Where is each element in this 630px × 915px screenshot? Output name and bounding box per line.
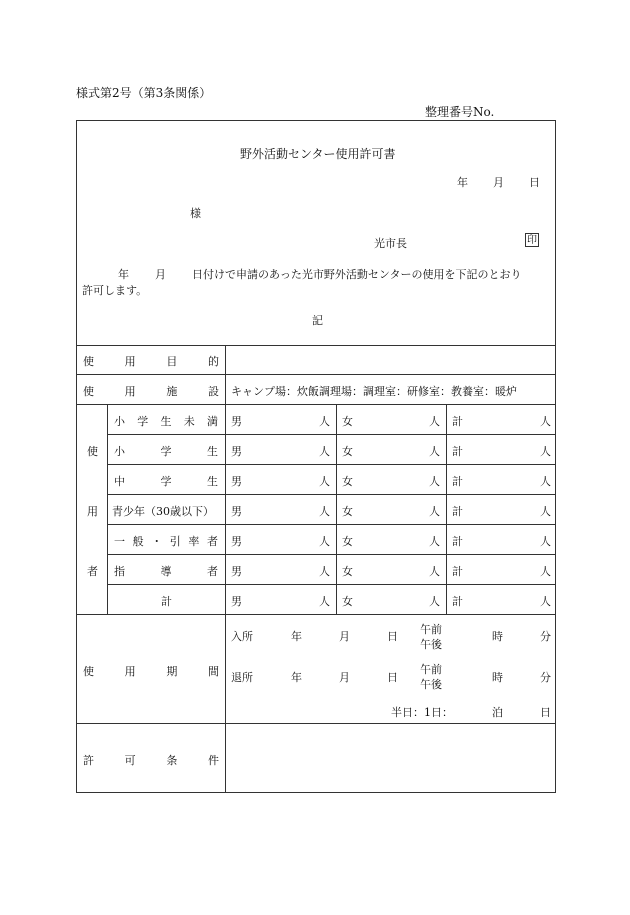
date-month: 月 — [493, 176, 504, 189]
gender-label-female: 女 — [342, 475, 353, 488]
person-unit: 人 — [429, 565, 440, 578]
rule — [107, 524, 556, 525]
gender-label-male: 男 — [231, 445, 242, 458]
body-text-line1: 日付けで申請のあった光市野外活動センターの使用を下記のとおり — [192, 268, 522, 281]
gender-label-female: 女 — [342, 565, 353, 578]
stay-days: 日 — [540, 706, 551, 719]
entry-label: 入所 — [231, 630, 253, 643]
person-unit: 人 — [429, 595, 440, 608]
user-row-label-under-elementary: 小 学 生 未 満 — [114, 415, 218, 428]
period-label: 使 用 期 間 — [83, 665, 219, 678]
person-unit: 人 — [319, 535, 330, 548]
person-unit: 人 — [429, 445, 440, 458]
rule — [76, 614, 556, 615]
person-unit: 人 — [429, 535, 440, 548]
date-year: 年 — [457, 176, 468, 189]
rule — [76, 404, 556, 405]
gender-label-male: 男 — [231, 535, 242, 548]
addressee-suffix: 様 — [190, 207, 201, 220]
body-year: 年 — [118, 268, 129, 281]
users-group-label-1: 使 — [87, 445, 98, 458]
user-row-label-elementary: 小 学 生 — [114, 445, 218, 458]
person-unit: 人 — [540, 565, 551, 578]
exit-day: 日 — [387, 671, 398, 684]
entry-minute: 分 — [540, 630, 551, 643]
ki-mark: 記 — [312, 314, 323, 327]
entry-month: 月 — [339, 630, 350, 643]
gender-label-total: 計 — [452, 505, 463, 518]
rule — [107, 554, 556, 555]
user-row-label-junior-high: 中 学 生 — [114, 475, 218, 488]
person-unit: 人 — [429, 475, 440, 488]
rule — [225, 345, 226, 793]
person-unit: 人 — [540, 535, 551, 548]
gender-label-total: 計 — [452, 445, 463, 458]
exit-label: 退所 — [231, 671, 253, 684]
entry-am: 午前 — [420, 623, 442, 636]
exit-year: 年 — [291, 671, 302, 684]
stay-nights: 泊 — [492, 706, 503, 719]
user-row-label-total: 計 — [161, 595, 172, 608]
gender-label-female: 女 — [342, 415, 353, 428]
seal-mark: 印 — [527, 235, 537, 246]
users-group-label-2: 用 — [87, 505, 98, 518]
gender-label-male: 男 — [231, 595, 242, 608]
user-row-label-general: 一 般 ・ 引 率 者 — [114, 535, 218, 548]
entry-pm: 午後 — [420, 638, 442, 651]
exit-hour: 時 — [492, 671, 503, 684]
gender-label-male: 男 — [231, 475, 242, 488]
user-row-label-instructor: 指 導 者 — [114, 565, 218, 578]
form-id: 様式第2号（第3条関係） — [76, 86, 212, 100]
person-unit: 人 — [319, 475, 330, 488]
document-title: 野外活動センター使用許可書 — [240, 147, 396, 161]
gender-label-male: 男 — [231, 415, 242, 428]
gender-label-female: 女 — [342, 595, 353, 608]
gender-label-female: 女 — [342, 445, 353, 458]
gender-label-total: 計 — [452, 565, 463, 578]
rule — [107, 584, 556, 585]
gender-label-female: 女 — [342, 505, 353, 518]
gender-label-total: 計 — [452, 595, 463, 608]
person-unit: 人 — [319, 595, 330, 608]
entry-year: 年 — [291, 630, 302, 643]
body-month: 月 — [155, 268, 166, 281]
person-unit: 人 — [319, 415, 330, 428]
exit-pm: 午後 — [420, 678, 442, 691]
person-unit: 人 — [319, 565, 330, 578]
conditions-label: 許 可 条 件 — [83, 754, 219, 767]
body-text-line2: 許可します。 — [82, 284, 148, 297]
rule — [107, 464, 556, 465]
person-unit: 人 — [319, 445, 330, 458]
users-group-label-3: 者 — [87, 565, 98, 578]
entry-day: 日 — [387, 630, 398, 643]
person-unit: 人 — [540, 475, 551, 488]
exit-am: 午前 — [420, 663, 442, 676]
gender-label-total: 計 — [452, 415, 463, 428]
date-day: 日 — [529, 176, 540, 189]
exit-minute: 分 — [540, 671, 551, 684]
person-unit: 人 — [540, 415, 551, 428]
person-unit: 人 — [540, 505, 551, 518]
rule — [76, 345, 556, 346]
rule — [446, 404, 447, 614]
rule — [336, 404, 337, 614]
user-row-label-youth: 青少年（30歳以下） — [112, 505, 214, 518]
gender-label-total: 計 — [452, 475, 463, 488]
gender-label-total: 計 — [452, 535, 463, 548]
rule — [76, 723, 556, 724]
person-unit: 人 — [319, 505, 330, 518]
person-unit: 人 — [540, 445, 551, 458]
entry-hour: 時 — [492, 630, 503, 643]
stay-half-day: 半日：1日： — [391, 706, 453, 719]
rule — [107, 494, 556, 495]
facility-label: 使 用 施 設 — [83, 385, 219, 398]
gender-label-male: 男 — [231, 565, 242, 578]
rule — [107, 434, 556, 435]
person-unit: 人 — [429, 415, 440, 428]
rule — [76, 374, 556, 375]
gender-label-female: 女 — [342, 535, 353, 548]
person-unit: 人 — [429, 505, 440, 518]
reference-number: 整理番号No. — [425, 105, 495, 119]
gender-label-male: 男 — [231, 505, 242, 518]
issuer: 光市長 — [374, 237, 407, 250]
purpose-label: 使 用 目 的 — [83, 355, 219, 368]
rule — [107, 404, 108, 614]
person-unit: 人 — [540, 595, 551, 608]
exit-month: 月 — [339, 671, 350, 684]
facility-value: キャンプ場：炊飯調理場：調理室：研修室：教養室：暖炉 — [231, 385, 517, 398]
